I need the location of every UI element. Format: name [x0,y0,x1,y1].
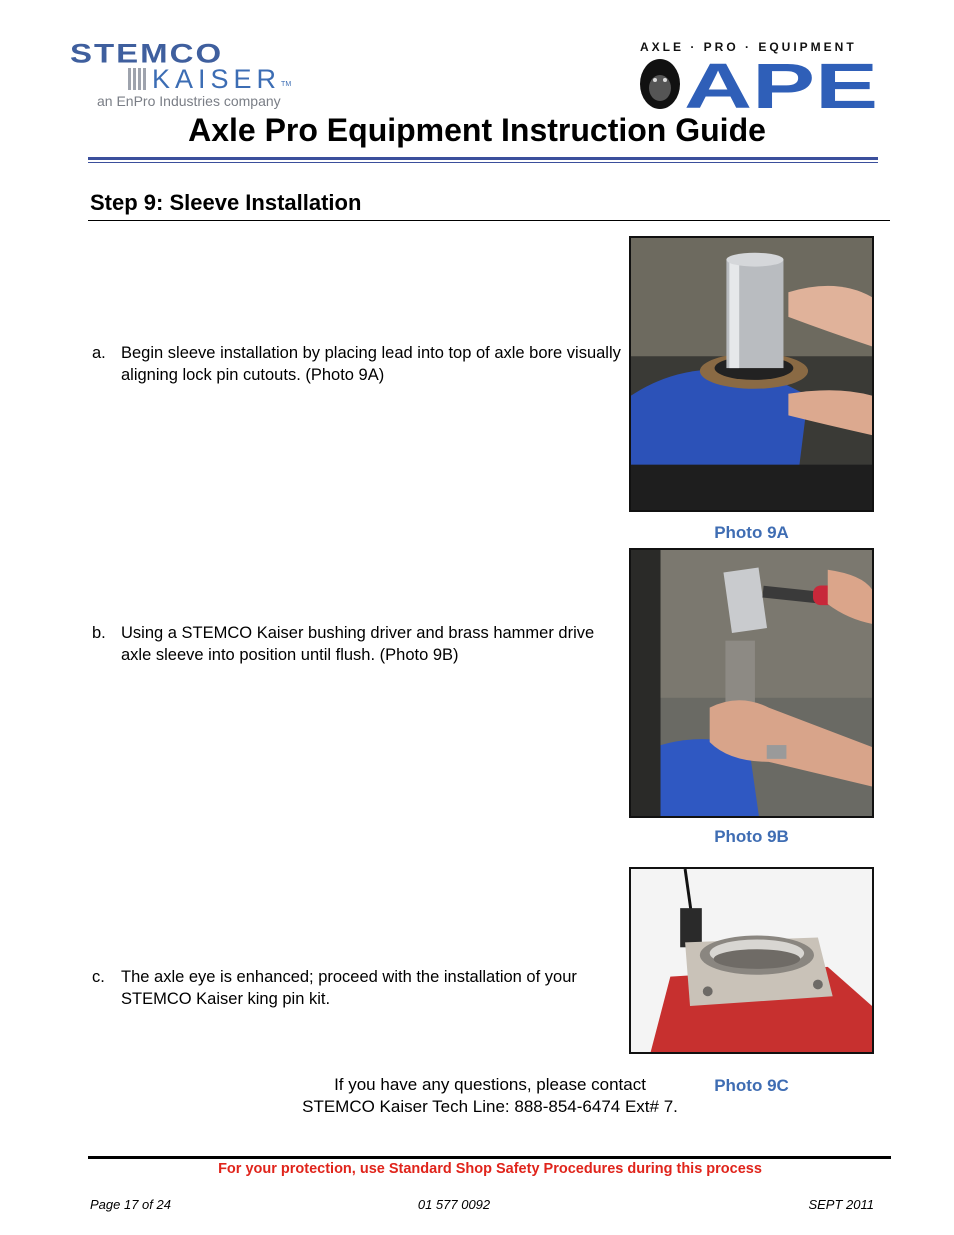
enpro-tagline: an EnPro Industries company [97,93,281,109]
item-text: The axle eye is enhanced; proceed with the installation of your STEMCO Kaiser king pin kit. [121,968,577,1008]
item-text: Begin sleeve installation by placing lead into top of axle bore visually aligning lock pin cutouts. (Photo 9A) [121,344,621,384]
kaiser-logo-text: KAISER [152,63,282,94]
instruction-item-c [92,966,622,1010]
photo-caption-9a: Photo 9A [714,523,789,542]
item-text: Using a STEMCO Kaiser bushing driver and brass hammer drive axle sleeve into position until flush. (Photo 9B) [121,624,595,664]
footer-rule [88,1156,891,1159]
kaiser-logo [128,65,291,93]
ape-gorilla-icon [638,58,880,110]
photo-9c [629,867,874,1054]
title-rule [88,157,878,160]
photo-caption-9c: Photo 9C [714,1076,789,1095]
photo-9a [629,236,874,512]
safety-notice: For your protection, use Standard Shop Safety Procedures during this process [218,1161,762,1177]
item-marker: c. [92,968,105,986]
title-rule-thin [88,162,878,163]
photo-caption-9b: Photo 9B [714,827,789,846]
sleeve-lead-photo [631,238,872,510]
item-marker: b. [92,624,106,642]
document-number: 01 577 0092 [417,1197,491,1212]
item-marker: a. [92,344,106,362]
instruction-item-a [92,342,622,386]
step-heading-rule [88,220,890,221]
stemco-logo: STEMCO [70,38,224,69]
ape-logo-text: APE [684,58,878,110]
ape-tagline: AXLE · PRO · EQUIPMENT [640,40,857,54]
photo-9b [629,548,874,818]
page-number: Page 17 of 24 [90,1197,171,1212]
document-date: SEPT 2011 [808,1197,874,1212]
ape-logo [638,58,880,110]
contact-line-2: STEMCO Kaiser Tech Line: 888-854-6474 Ext# 7. [302,1097,678,1116]
step-heading: Step 9: Sleeve Installation [90,190,362,215]
hammer-driver-photo [631,550,872,816]
page-title: Axle Pro Equipment Instruction Guide [188,112,766,148]
contact-line-1: If you have any questions, please contact [334,1075,646,1094]
contact-info [200,1074,780,1118]
kaiser-trademark: TM [281,81,292,88]
kaiser-bars-icon [128,68,146,90]
enhanced-axle-eye-photo [631,869,872,1052]
instruction-item-b [92,622,622,666]
